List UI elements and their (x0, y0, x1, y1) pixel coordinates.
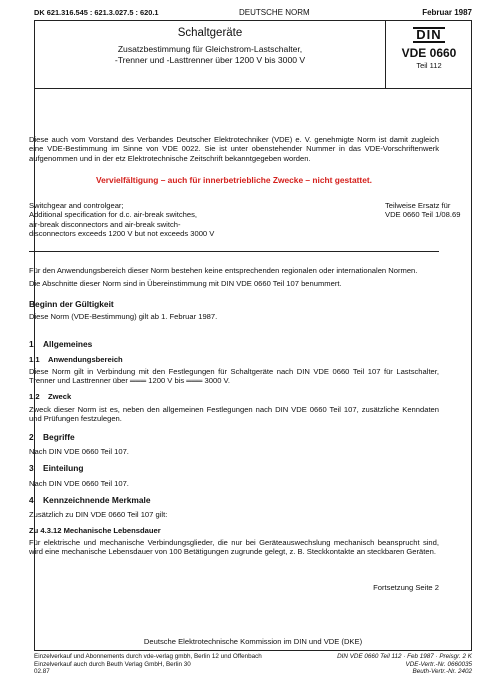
order-line-3: Beuth-Vertr.-Nr. 2402 (412, 668, 472, 676)
section-2-title: Begriffe (43, 432, 75, 442)
section-2-heading (29, 433, 439, 442)
subtitle-line-2: -Trenner und -Lasttrenner über 1200 V bis 3000 V (114, 55, 306, 65)
replacement-line-1: Teilweise Ersatz für (385, 201, 451, 210)
section-2-text: Nach DIN VDE 0660 Teil 107. (29, 447, 129, 456)
section-1-title: Allgemeines (43, 339, 93, 349)
copy-warning: Vervielfältigung – auch für innerbetriebliche Zwecke – nicht gestattet. (96, 175, 372, 185)
classification-number: DK 621.316.545 : 621.3.027.5 : 620.1 (34, 8, 159, 17)
publisher-line-1: Einzelverkauf und Abonnements durch vde-verlag gmbh, Berlin 12 und Offenbach (34, 653, 262, 660)
scope-note-2: Die Abschnitte dieser Norm sind in Übereinstimmung mit DIN VDE 0660 Teil 107 benummert. (29, 279, 342, 288)
section-1-2-title: Zweck (48, 392, 72, 401)
section-1-number: 1 (29, 339, 34, 349)
order-info (337, 653, 472, 676)
replacement-line-2: VDE 0660 Teil 1/08.69 (385, 210, 461, 220)
publisher-line-2: Einzelverkauf auch durch Beuth Verlag GmbH, Berlin 30 (34, 660, 191, 668)
standard-number: VDE 0660 (401, 46, 457, 60)
section-3-title: Einteilung (43, 463, 84, 473)
section-1-1-title: Anwendungsbereich (48, 355, 123, 364)
din-logo: DIN (413, 27, 444, 43)
continued-note: Fortsetzung Seite 2 (373, 583, 439, 592)
validity-text: Diese Norm (VDE-Bestimmung) gilt ab 1. Februar 1987. (29, 312, 218, 321)
section-4-heading (29, 496, 439, 505)
english-title (29, 201, 249, 239)
section-4-title: Kennzeichnende Merkmale (43, 495, 151, 505)
scope-note-1: Für den Anwendungsbereich dieser Norm bestehen keine entsprechenden regionalen oder internationalen Normen. (29, 266, 418, 275)
english-title-line-4: disconnectors exceeds 1200 V but not exceeds 3000 V (29, 229, 215, 239)
section-1-1-number: 1.1 (29, 355, 40, 364)
divider (29, 251, 439, 252)
norm-label: DEUTSCHE NORM (239, 8, 310, 17)
section-3-heading (29, 464, 439, 473)
subsection-4-3-12-text: Für elektrische und mechanische Verbindungsglieder, die nur bei Geräteauswechslung mechanisch beansprucht sind, wird eine mechanische Lebensdauer von 100 Betätigungen zugrunde gelegt, z. B. Steckkontakte an steckbaren Geräten. (29, 538, 439, 557)
section-1-2-number: 1.2 (29, 392, 40, 401)
english-title-line-3: air-break disconnectors and air-break switch- (29, 219, 181, 229)
section-4-text: Zusätzlich zu DIN VDE 0660 Teil 107 gilt: (29, 510, 168, 519)
section-3-text: Nach DIN VDE 0660 Teil 107. (29, 479, 129, 488)
section-1-heading (29, 340, 439, 349)
title-block (35, 21, 385, 89)
section-2-number: 2 (29, 432, 34, 442)
order-line-1: DIN VDE 0660 Teil 112 · Feb 1987 · Preisgr. 2 K (337, 653, 472, 660)
document-top-row (34, 8, 472, 20)
order-line-2: VDE-Vertr.-Nr. 0660035 (405, 660, 472, 668)
page-title: Schaltgeräte (177, 27, 243, 39)
standard-part: Teil 112 (416, 61, 442, 70)
section-1-1-heading (29, 355, 439, 364)
section-1-1-text: Diese Norm gilt in Verbindung mit den Festlegungen für Schaltgeräte nach DIN VDE 0660 Teil 107 für Lastschalter, Trenner und Lasttrenner über ═══ 1200 V bis ═══ 3000 V. (29, 367, 439, 386)
section-1-2-text: Zweck dieser Norm ist es, neben den allgemeinen Festlegungen nach DIN VDE 0660 Teil 107, zusätzliche Kenndaten und Prüfungen festzulegen. (29, 405, 439, 424)
section-3-number: 3 (29, 463, 34, 473)
section-1-2-heading (29, 392, 439, 401)
subsection-4-3-12-heading: Zu 4.3.12 Mechanische Lebensdauer (29, 526, 161, 535)
english-title-line-2: Additional specification for d.c. air-break switches, (29, 210, 197, 220)
commission-line: Deutsche Elektrotechnische Kommission im DIN und VDE (DKE) (143, 637, 363, 646)
publisher-line-3: 02.87 (34, 668, 50, 676)
replacement-note (385, 201, 485, 220)
intro-paragraph: Diese auch vom Vorstand des Verbandes Deutscher Elektrotechniker (VDE) e. V. genehmigte Norm ist damit zugleich eine VDE-Bestimmung im Sinne von VDE 0022. Sie ist unter obenstehender Nummer in das VDE-Vorschriftenwerk aufgenommen und in der etz Elektrotechnische Zeitschrift bekanntgegeben worden. (29, 135, 439, 163)
section-4-number: 4 (29, 495, 34, 505)
subtitle-line-1: Zusatzbestimmung für Gleichstrom-Lastschalter, (117, 44, 303, 54)
english-title-line-1: Switchgear and controlgear; (29, 201, 124, 210)
validity-heading: Beginn der Gültigkeit (29, 299, 114, 309)
din-number-box (386, 21, 472, 89)
publisher-info (34, 653, 262, 676)
issue-date: Februar 1987 (422, 8, 472, 17)
title-subtitle (35, 44, 385, 66)
